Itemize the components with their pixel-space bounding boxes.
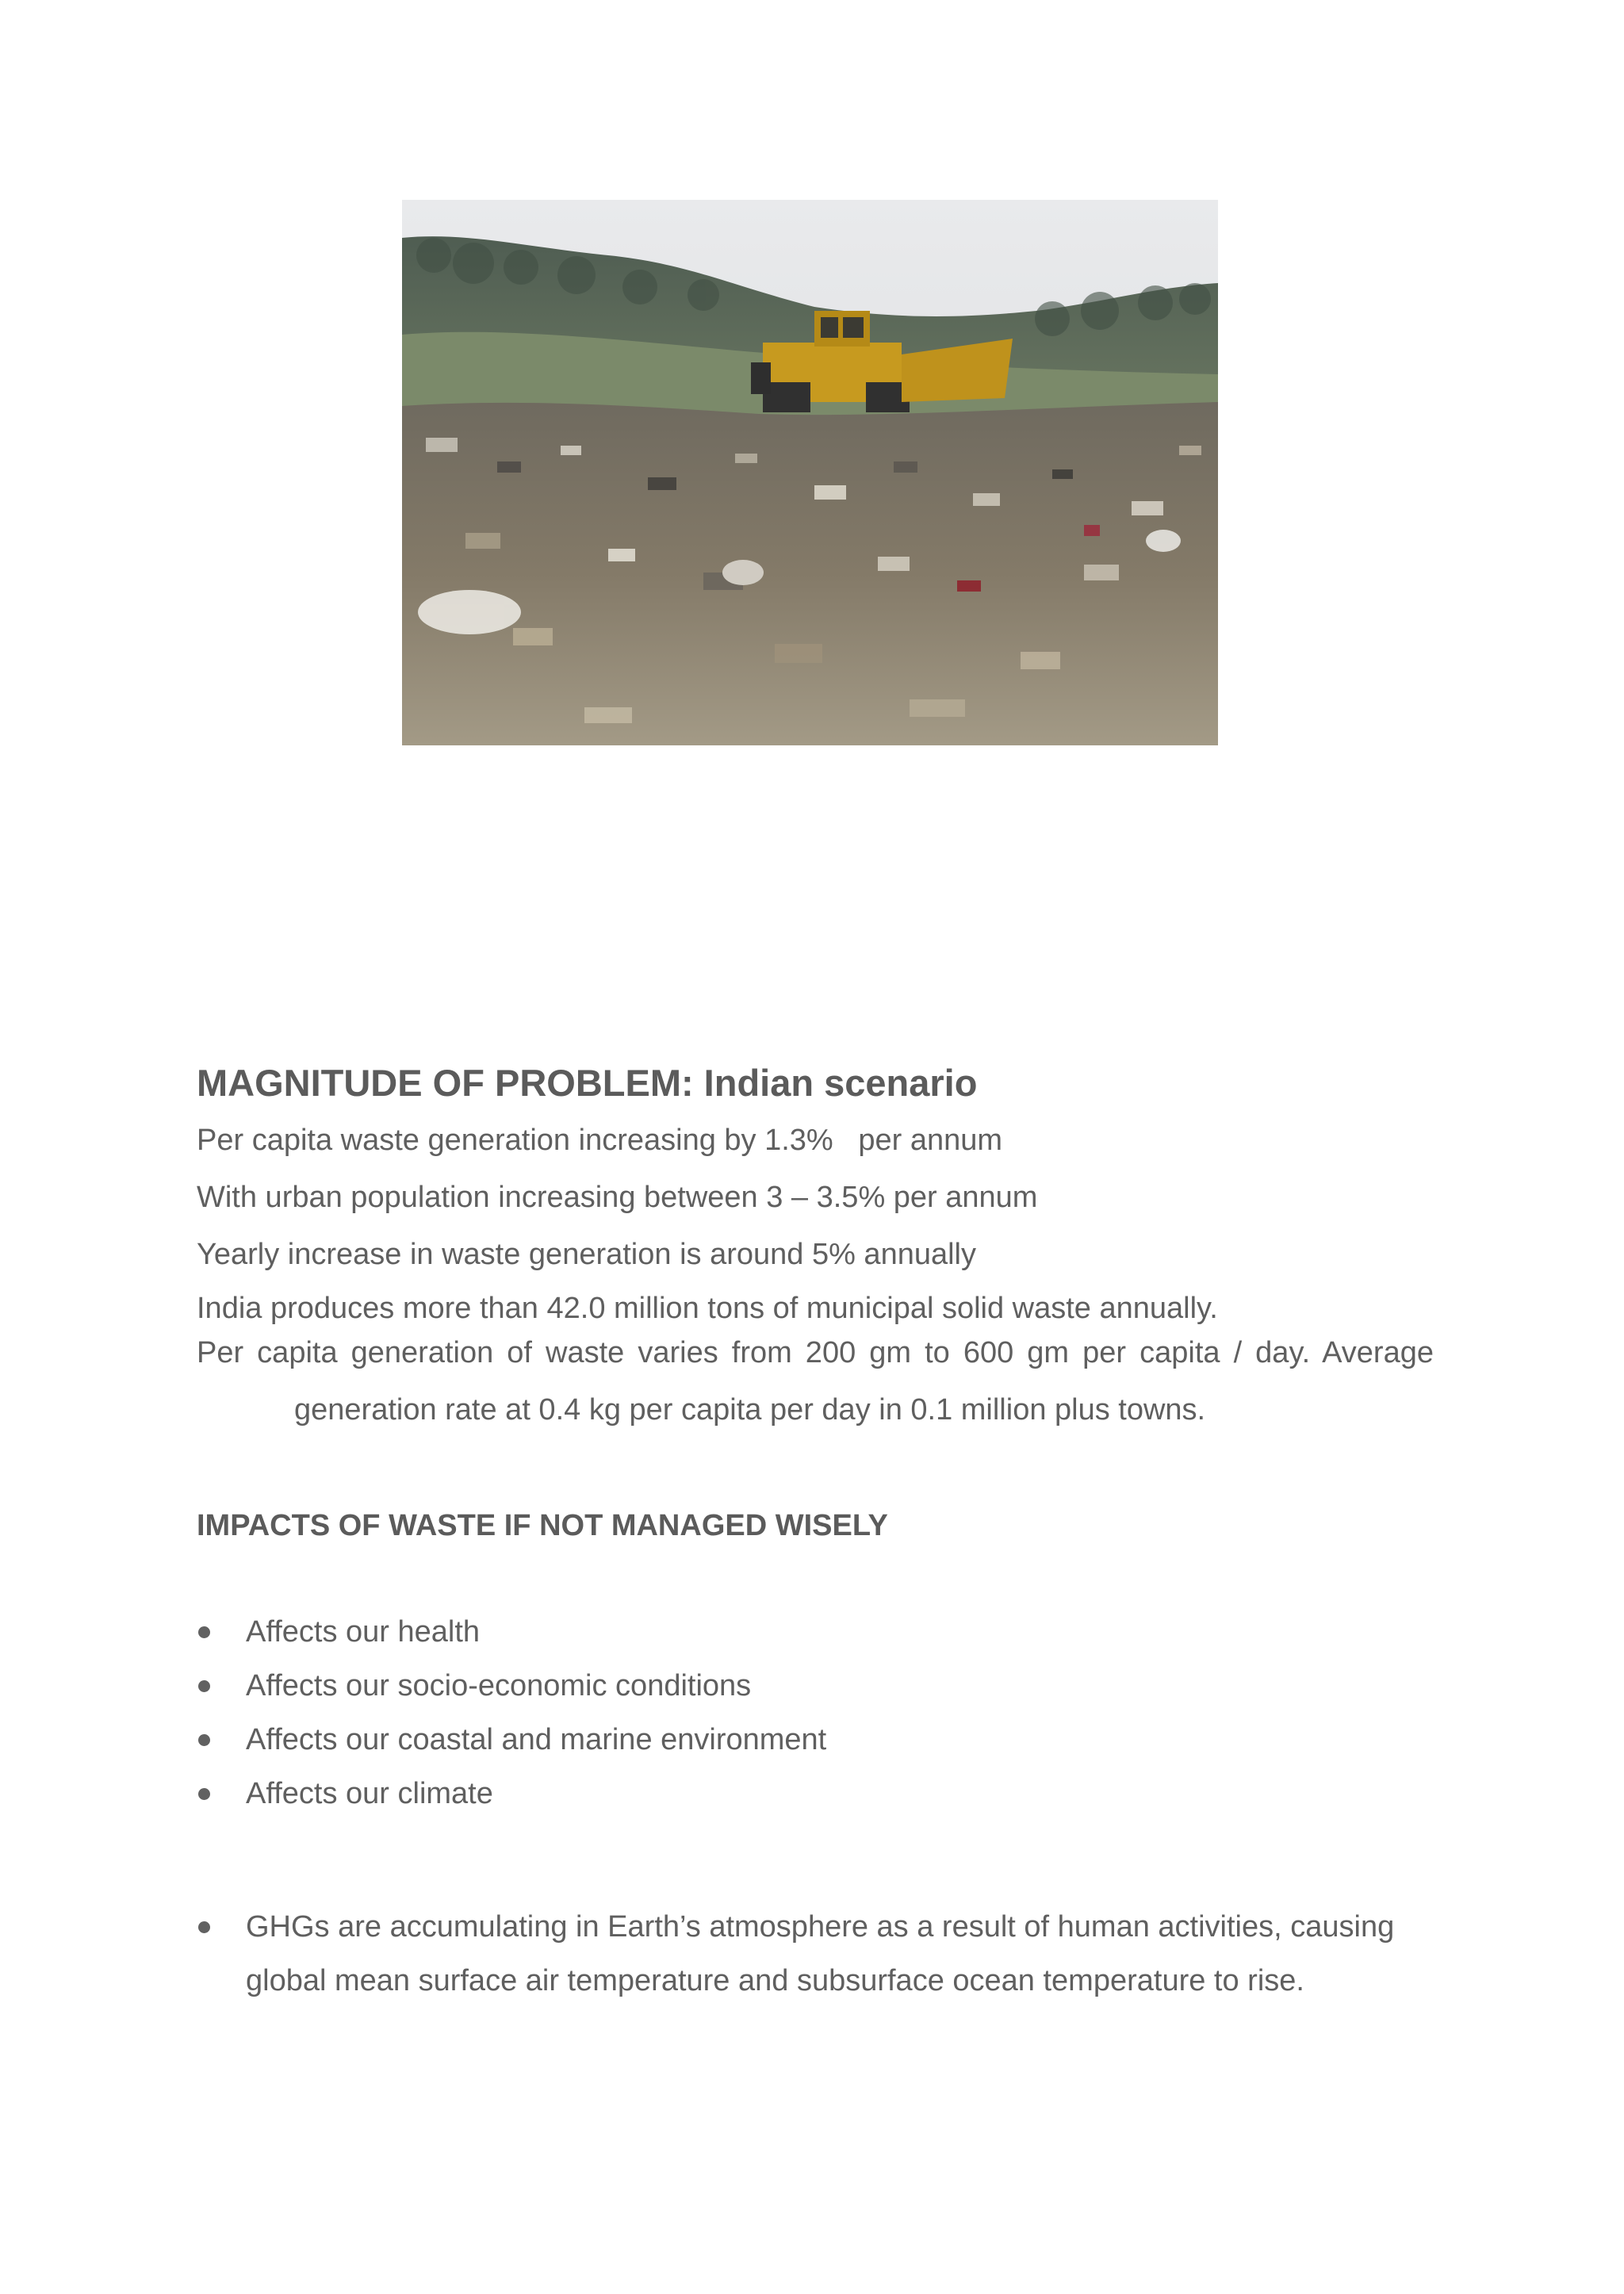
- list-item: [197, 1659, 1434, 1713]
- bullet-icon: [198, 1921, 210, 1933]
- list-item-text: GHGs are accumulating in Earth’s atmosphere as a result of human activities, causing global mean surface air temperature and subsurface ocean temperature to rise.: [246, 1910, 1395, 1997]
- section-heading-magnitude: MAGNITUDE OF PROBLEM: Indian scenario: [197, 1062, 978, 1104]
- section-heading-impacts: IMPACTS OF WASTE IF NOT MANAGED WISELY: [197, 1509, 888, 1542]
- list-item-text: Affects our climate: [246, 1777, 493, 1810]
- ghg-list: [197, 1900, 1402, 2008]
- list-item: [197, 1713, 1434, 1767]
- landfill-photo: [402, 200, 1218, 745]
- text-paragraph-per-capita: [197, 1331, 1434, 1432]
- list-item: [197, 1900, 1402, 2008]
- bullet-icon: [198, 1734, 210, 1746]
- text-line: India produces more than 42.0 million tons of municipal solid waste annually.: [197, 1292, 1218, 1325]
- bullet-icon: [198, 1680, 210, 1692]
- text-line: Per capita generation of waste varies from 200 gm to 600 gm per capita / day. Average: [197, 1336, 1434, 1369]
- list-item: [197, 1767, 1434, 1821]
- text-line: Yearly increase in waste generation is around 5% annually: [197, 1238, 976, 1271]
- list-item: [197, 1605, 1434, 1659]
- bullet-icon: [198, 1788, 210, 1800]
- list-item-text: Affects our coastal and marine environment: [246, 1723, 827, 1756]
- document-body: [197, 1055, 1434, 2008]
- bullet-icon: [198, 1626, 210, 1638]
- impacts-list: [197, 1605, 1434, 1821]
- text-line: Per capita waste generation increasing by 1.3% per annum: [197, 1124, 1003, 1157]
- list-item-text: Affects our health: [246, 1615, 481, 1649]
- list-item-text: Affects our socio-economic conditions: [246, 1669, 752, 1702]
- text-line-indented: generation rate at 0.4 kg per capita per day in 0.1 million plus towns.: [294, 1393, 1206, 1427]
- text-line: With urban population increasing between 3 – 3.5% per annum: [197, 1181, 1038, 1214]
